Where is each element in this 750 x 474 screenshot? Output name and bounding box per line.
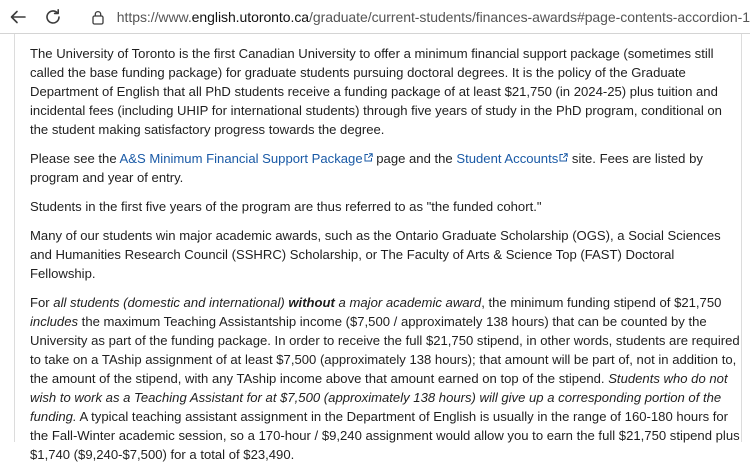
text-span: Please see the — [30, 151, 120, 166]
bold-italic-text: without — [288, 295, 335, 310]
student-accounts-link[interactable] — [456, 151, 568, 166]
link-label: A&S Minimum Financial Support Package — [119, 151, 363, 166]
url-host: english.utoronto.ca — [191, 9, 310, 25]
text-span: page and the — [372, 151, 457, 166]
link-label: Student Accounts — [456, 151, 559, 166]
text-span: , the minimum funding stipend of $21,750 — [481, 295, 722, 310]
italic-text: Students who do not wish to work as a Teaching Assistant for at $7,500 (approximately 138 hours) will give up a corresponding portion of the funding. — [30, 371, 728, 424]
browser-toolbar — [0, 0, 750, 34]
minimum-support-link[interactable] — [120, 151, 373, 166]
italic-text: includes — [30, 314, 79, 329]
accordion-panel — [30, 44, 742, 474]
back-button[interactable] — [7, 6, 29, 28]
funded-cohort-paragraph: Students in the first five years of the program are thus referred to as "the funded cohort." — [30, 199, 542, 214]
intro-paragraph: The University of Toronto is the first Canadian University to offer a minimum financial support package (sometimes still called the base funding package) for graduate students pursuing doctoral degrees. It is the policy of the Graduate Department of English that all PhD students receive a funding package of at least $21,750 (in 2024-25) plus tuition and incidental fees (including UHIP for international students) through five years of study in the PhD program, conditional on the student making satisfactory progress towards the degree. — [30, 46, 722, 137]
arrow-left-icon — [9, 8, 27, 26]
text-span: the maximum Teaching Assistantship income ($7,500 / approximately 138 hours) that can be counted by the University as part of the funding package. In order to receive the full $21,750 stipend, in other words, students are required to take on a TAship assignment of at least $7,500 (approximately 138 hours); that amount will be part of, not in addition to, the amount of the stipend, with any TAship income above that amount earned on top of the stipend. — [30, 314, 740, 386]
url-path: /graduate/current-students/finances-awards#page-contents-accordion-1 — [309, 9, 750, 25]
links-paragraph — [30, 149, 742, 187]
lock-icon[interactable] — [92, 9, 106, 25]
reload-button[interactable] — [42, 6, 64, 28]
text-span: site. Fees are listed by program and year of entry. — [30, 151, 703, 185]
page-content — [14, 34, 742, 462]
text-span: For — [30, 295, 54, 310]
external-link-icon — [364, 153, 373, 162]
address-bar[interactable] — [82, 3, 750, 31]
italic-text: all students (domestic and international) — [53, 295, 289, 310]
stipend-paragraph — [30, 293, 742, 464]
external-link-icon — [559, 153, 568, 162]
text-span: A typical teaching assistant assignment in the Department of English is usually in the range of 160-180 hours for the Fall-Winter academic session, so a 170-hour / $9,240 assignment would allow you to earn the full $21,750 stipend plus $1,740 ($9,240-$7,500) for a total of $23,490. — [30, 409, 740, 462]
reload-icon — [44, 8, 62, 26]
url-prefix: https://www. — [116, 9, 192, 25]
italic-text: a major academic award — [334, 295, 482, 310]
awards-paragraph: Many of our students win major academic awards, such as the Ontario Graduate Scholarship (OGS), a Social Sciences and Humanities Research Council (SSHRC) Scholarship, or The Faculty of Arts & Science Top (FAST) Doctoral Fellowship. — [30, 228, 721, 281]
url-text[interactable] — [117, 9, 750, 25]
